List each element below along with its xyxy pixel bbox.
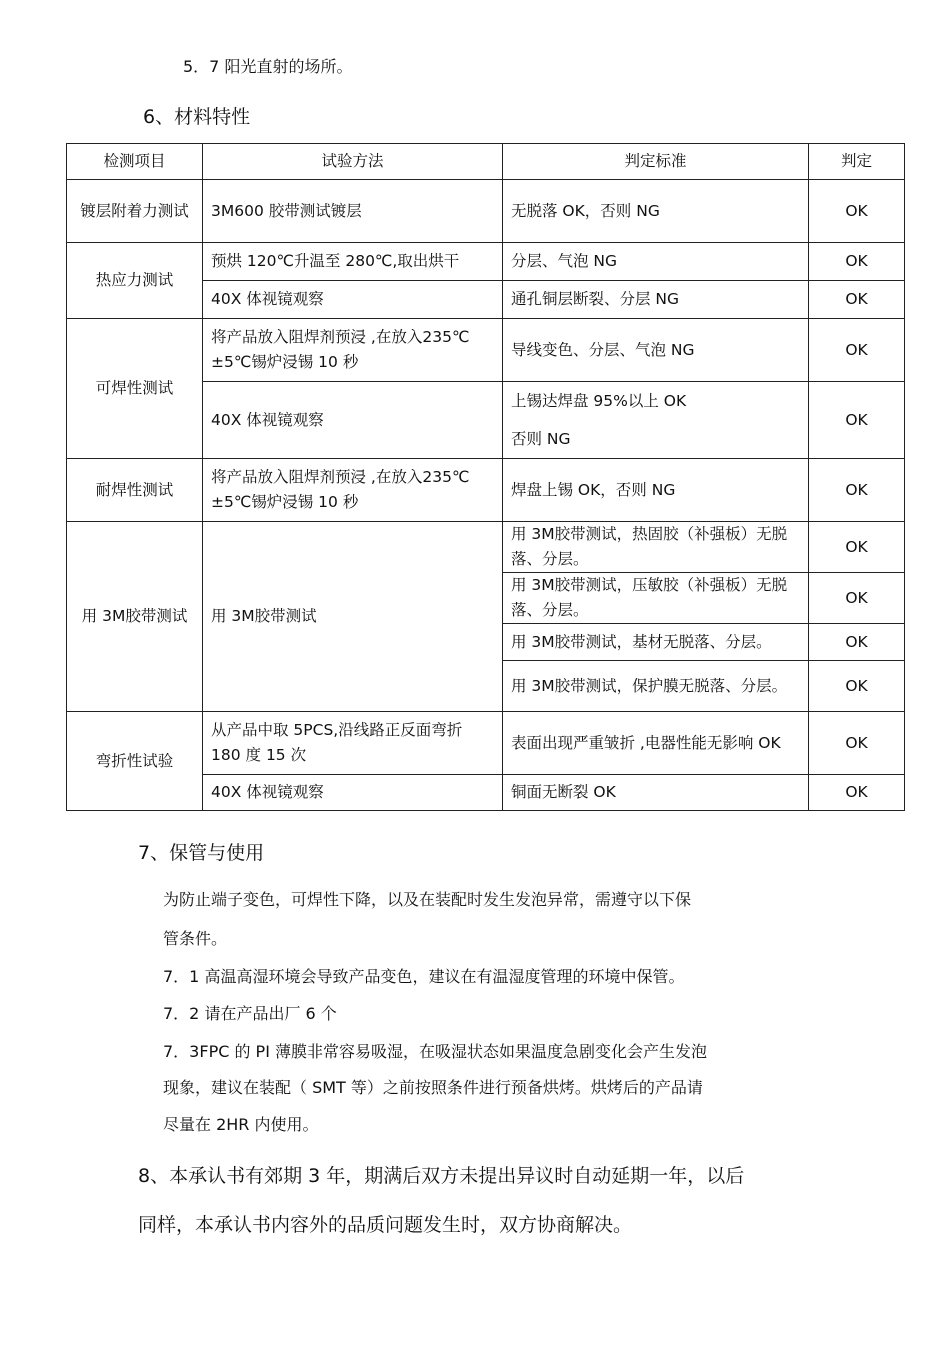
- cell-standard: 用 3M胶带测试，保护膜无脱落、分层。: [503, 661, 809, 712]
- cell-standard: 用 3M胶带测试，基材无脱落、分层。: [503, 624, 809, 661]
- cell-result: OK: [809, 459, 905, 522]
- cell-method: 3M600 胶带测试镀层: [203, 180, 503, 243]
- cell-result: OK: [809, 624, 905, 661]
- cell-method: 从产品中取 5PCS,沿线路正反面弯折 180 度 15 次: [203, 712, 503, 775]
- cell-method: 将产品放入阻焊剂预浸 ,在放入235℃±5℃锡炉浸锡 10 秒: [203, 319, 503, 382]
- table-row: [67, 459, 905, 522]
- cell-item: 耐焊性测试: [67, 459, 203, 522]
- cell-standard: 表面出现严重皱折 ,电器性能无影响 OK: [503, 712, 809, 775]
- cell-method: 40X 体视镜观察: [203, 775, 503, 811]
- cell-standard: 用 3M胶带测试，压敏胶（补强板）无脱落、分层。: [503, 573, 809, 624]
- header-item: 检测项目: [67, 144, 203, 180]
- cell-method: 40X 体视镜观察: [203, 382, 503, 459]
- cell-result: OK: [809, 573, 905, 624]
- cell-item: 弯折性试验: [67, 712, 203, 811]
- cell-result: OK: [809, 522, 905, 573]
- table-row: [67, 712, 905, 775]
- standard-line-1: 上锡达焊盘 95%以上 OK: [511, 392, 687, 410]
- header-standard: 判定标准: [503, 144, 809, 180]
- section-7-intro-line-1: 为防止端子变色，可焊性下降，以及在装配时发生发泡异常，需遵守以下保: [163, 890, 692, 909]
- cell-result: OK: [809, 712, 905, 775]
- cell-standard: 分层、气泡 NG: [503, 243, 809, 281]
- cell-result: OK: [809, 319, 905, 382]
- table-row: [67, 319, 905, 382]
- table-row: [67, 180, 905, 243]
- section-8-line-1: 8、本承认书有郊期 3 年，期满后双方未提出异议时自动延期一年，以后: [138, 1165, 745, 1187]
- cell-item: 用 3M胶带测试: [67, 522, 203, 712]
- material-properties-table: [66, 143, 905, 811]
- cell-result: OK: [809, 661, 905, 712]
- cell-standard: 用 3M胶带测试，热固胶（补强板）无脱落、分层。: [503, 522, 809, 573]
- cell-standard: 通孔铜层断裂、分层 NG: [503, 281, 809, 319]
- table-row: [67, 243, 905, 281]
- table-header-row: [67, 144, 905, 180]
- cell-standard: 焊盘上锡 OK，否则 NG: [503, 459, 809, 522]
- cell-result: OK: [809, 382, 905, 459]
- standard-line-2: 否则 NG: [511, 430, 571, 448]
- list-item-5-7: 5．7 阳光直射的场所。: [183, 57, 353, 76]
- cell-item: 热应力测试: [67, 243, 203, 319]
- section-8-line-2: 同样，本承认书内容外的品质问题发生时，双方协商解决。: [138, 1214, 633, 1236]
- cell-method: 用 3M胶带测试: [203, 522, 503, 712]
- cell-result: OK: [809, 281, 905, 319]
- cell-method: 将产品放入阻焊剂预浸 ,在放入235℃±5℃锡炉浸锡 10 秒: [203, 459, 503, 522]
- list-item-7-2: 7．2 请在产品出厂 6 个: [163, 1004, 337, 1023]
- cell-method: 40X 体视镜观察: [203, 281, 503, 319]
- list-item-7-3-line-3: 尽量在 2HR 内使用。: [163, 1115, 319, 1134]
- cell-item: 镀层附着力测试: [67, 180, 203, 243]
- cell-standard: 无脱落 OK，否则 NG: [503, 180, 809, 243]
- table-row: [67, 522, 905, 573]
- cell-item: 可焊性测试: [67, 319, 203, 459]
- header-method: 试验方法: [203, 144, 503, 180]
- cell-standard: 铜面无断裂 OK: [503, 775, 809, 811]
- cell-result: OK: [809, 243, 905, 281]
- cell-result: OK: [809, 180, 905, 243]
- cell-result: OK: [809, 775, 905, 811]
- section-7-intro-line-2: 管条件。: [163, 929, 228, 948]
- list-item-7-3-line-1: 7．3FPC 的 PI 薄膜非常容易吸湿，在吸湿状态如果温度急剧变化会产生发泡: [163, 1042, 708, 1061]
- header-result: 判定: [809, 144, 905, 180]
- cell-standard: 导线变色、分层、气泡 NG: [503, 319, 809, 382]
- cell-standard: [503, 382, 809, 459]
- list-item-7-1: 7．1 高温高湿环境会导致产品变色，建议在有温湿度管理的环境中保管。: [163, 967, 685, 986]
- section-6-title: 6、材料特性: [143, 106, 251, 128]
- list-item-7-3-line-2: 现象，建议在装配（ SMT 等）之前按照条件进行预备烘烤。烘烤后的产品请: [163, 1078, 703, 1097]
- section-7-title: 7、保管与使用: [138, 842, 265, 864]
- cell-method: 预烘 120℃升温至 280℃,取出烘干: [203, 243, 503, 281]
